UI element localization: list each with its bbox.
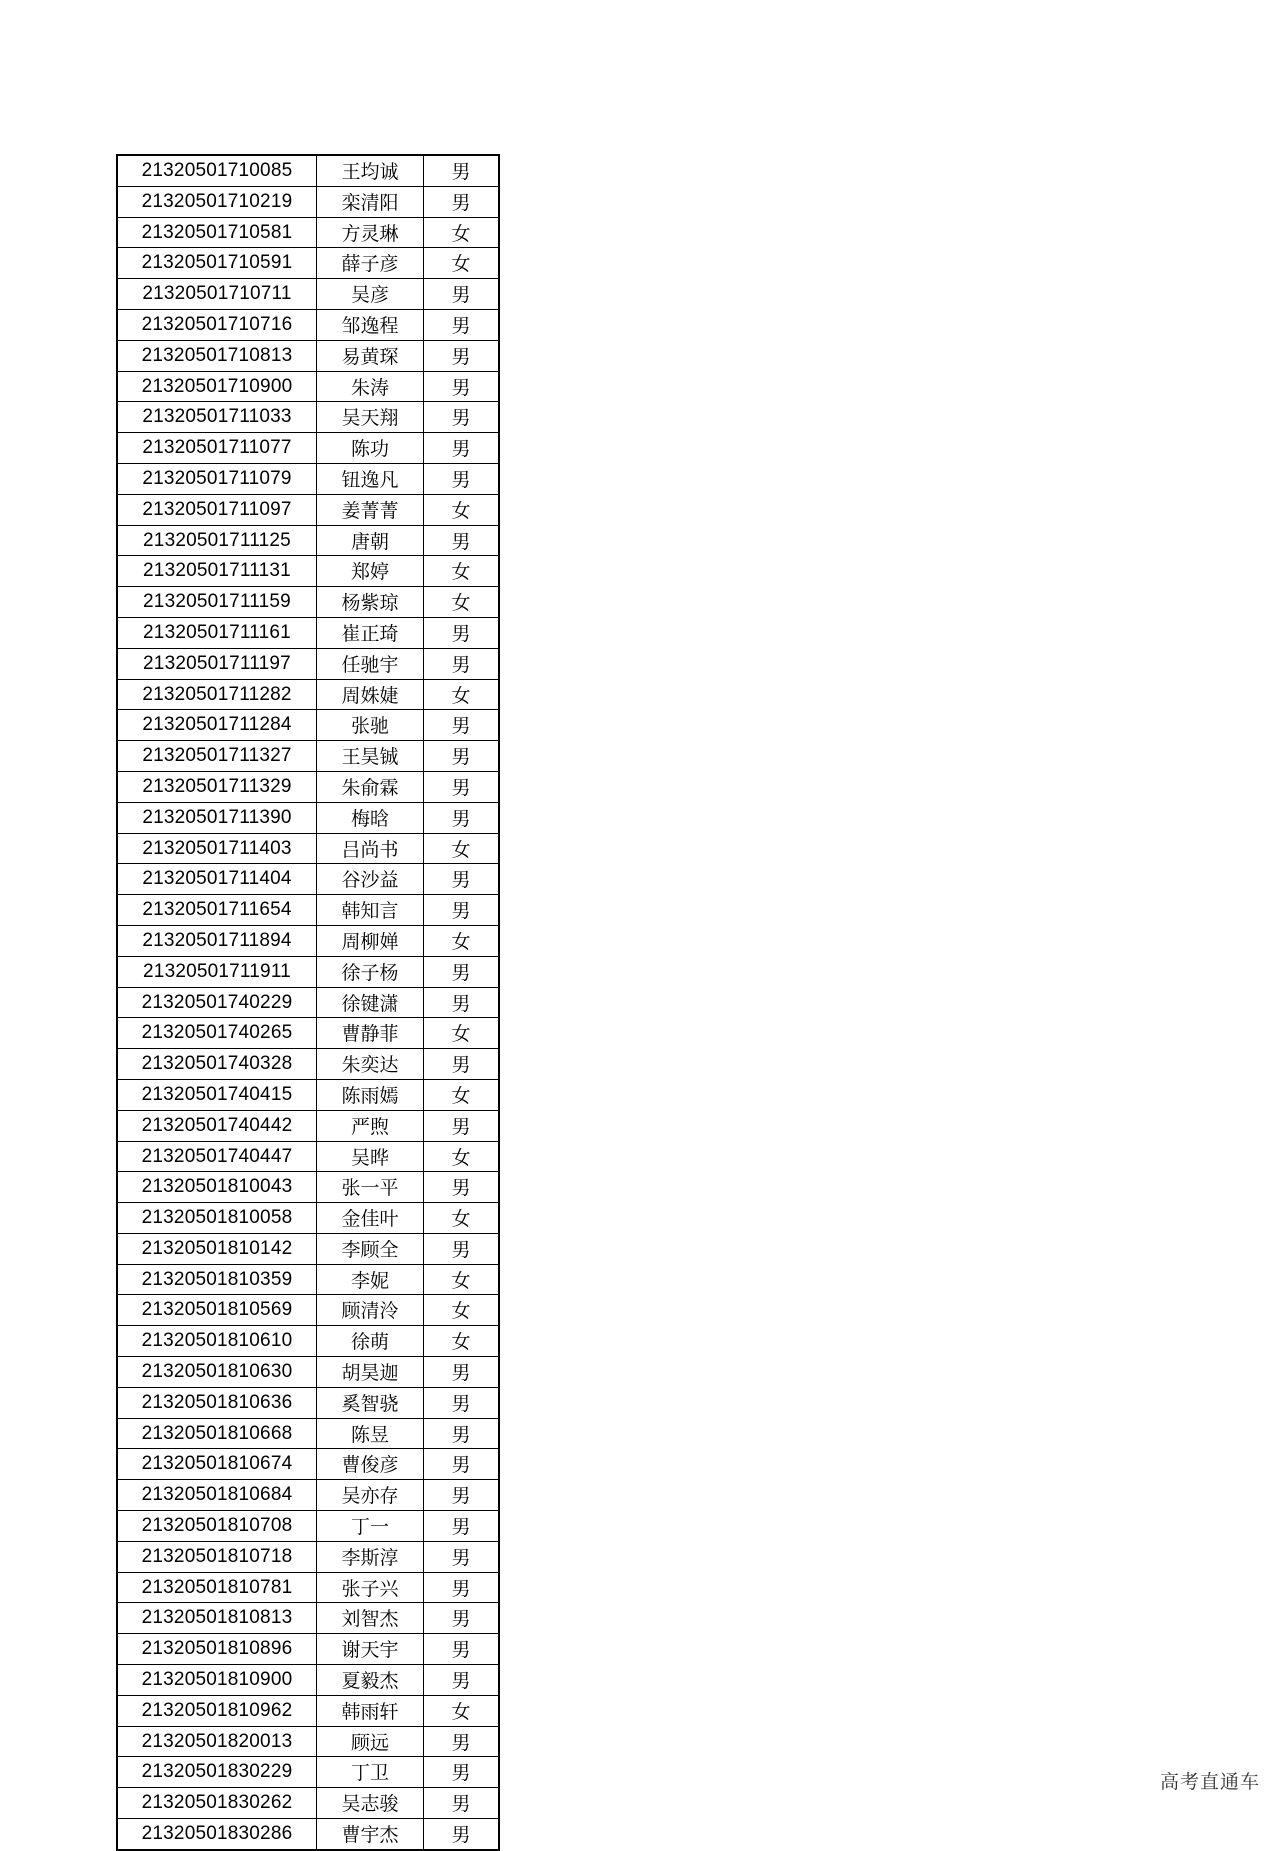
exam-number-cell: 21320501830262 [117, 1788, 317, 1819]
table-row [117, 864, 499, 895]
gender-cell: 女 [424, 833, 500, 864]
student-name-cell: 李顾全 [317, 1233, 424, 1264]
exam-number-cell: 21320501710591 [117, 248, 317, 279]
table-row [117, 802, 499, 833]
watermark-text: 高考直通车 [1159, 1771, 1260, 1793]
exam-number-cell: 21320501711097 [117, 494, 317, 525]
student-name-cell: 朱俞霖 [317, 771, 424, 802]
gender-cell: 男 [424, 1788, 500, 1819]
gender-cell: 男 [424, 309, 500, 340]
gender-cell: 男 [424, 1233, 500, 1264]
roster-body [117, 155, 499, 1850]
table-row [117, 433, 499, 464]
gender-cell: 男 [424, 741, 500, 772]
table-row [117, 371, 499, 402]
gender-cell: 男 [424, 1726, 500, 1757]
gender-cell: 男 [424, 1757, 500, 1788]
student-name-cell: 朱涛 [317, 371, 424, 402]
table-row [117, 1511, 499, 1542]
gender-cell: 女 [424, 1079, 500, 1110]
gender-cell: 男 [424, 1819, 500, 1850]
gender-cell: 女 [424, 925, 500, 956]
exam-number-cell: 21320501740442 [117, 1110, 317, 1141]
table-row [117, 1172, 499, 1203]
student-name-cell: 任驰宇 [317, 648, 424, 679]
table-row [117, 741, 499, 772]
exam-number-cell: 21320501810043 [117, 1172, 317, 1203]
student-name-cell: 吴彦 [317, 279, 424, 310]
gender-cell: 男 [424, 1665, 500, 1696]
gender-cell: 女 [424, 679, 500, 710]
student-name-cell: 刘智杰 [317, 1603, 424, 1634]
gender-cell: 男 [424, 771, 500, 802]
student-name-cell: 顾远 [317, 1726, 424, 1757]
gender-cell: 男 [424, 340, 500, 371]
student-name-cell: 李妮 [317, 1264, 424, 1295]
gender-cell: 女 [424, 217, 500, 248]
exam-number-cell: 21320501711327 [117, 741, 317, 772]
gender-cell: 男 [424, 802, 500, 833]
exam-number-cell: 21320501810674 [117, 1449, 317, 1480]
exam-number-cell: 21320501711159 [117, 587, 317, 618]
table-row [117, 1264, 499, 1295]
exam-number-cell: 21320501830229 [117, 1757, 317, 1788]
student-name-cell: 周柳婵 [317, 925, 424, 956]
gender-cell: 女 [424, 1203, 500, 1234]
exam-number-cell: 21320501810636 [117, 1387, 317, 1418]
exam-number-cell: 21320501810142 [117, 1233, 317, 1264]
gender-cell: 男 [424, 617, 500, 648]
gender-cell: 男 [424, 1480, 500, 1511]
table-row [117, 1233, 499, 1264]
exam-number-cell: 21320501810781 [117, 1572, 317, 1603]
table-row [117, 1418, 499, 1449]
table-row [117, 155, 499, 186]
gender-cell: 男 [424, 648, 500, 679]
student-name-cell: 严煦 [317, 1110, 424, 1141]
student-name-cell: 胡昊迦 [317, 1357, 424, 1388]
student-name-cell: 杨紫琼 [317, 587, 424, 618]
gender-cell: 男 [424, 1357, 500, 1388]
table-row [117, 987, 499, 1018]
gender-cell: 男 [424, 186, 500, 217]
student-name-cell: 唐朝 [317, 525, 424, 556]
gender-cell: 男 [424, 463, 500, 494]
table-row [117, 1695, 499, 1726]
gender-cell: 女 [424, 587, 500, 618]
table-row [117, 1079, 499, 1110]
table-row [117, 1326, 499, 1357]
gender-cell: 男 [424, 1449, 500, 1480]
student-name-cell: 金佳叶 [317, 1203, 424, 1234]
student-name-cell: 张一平 [317, 1172, 424, 1203]
exam-number-cell: 21320501740265 [117, 1018, 317, 1049]
table-row [117, 956, 499, 987]
exam-number-cell: 21320501710581 [117, 217, 317, 248]
exam-number-cell: 21320501740447 [117, 1141, 317, 1172]
exam-number-cell: 21320501810813 [117, 1603, 317, 1634]
student-name-cell: 李斯淳 [317, 1541, 424, 1572]
student-name-cell: 谷沙益 [317, 864, 424, 895]
student-name-cell: 方灵琳 [317, 217, 424, 248]
student-name-cell: 奚智骁 [317, 1387, 424, 1418]
student-name-cell: 王均诚 [317, 155, 424, 186]
gender-cell: 男 [424, 1172, 500, 1203]
exam-number-cell: 21320501711282 [117, 679, 317, 710]
gender-cell: 男 [424, 402, 500, 433]
gender-cell: 女 [424, 1295, 500, 1326]
exam-number-cell: 21320501711033 [117, 402, 317, 433]
table-row [117, 1049, 499, 1080]
exam-number-cell: 21320501711077 [117, 433, 317, 464]
exam-number-cell: 21320501711404 [117, 864, 317, 895]
table-row [117, 1665, 499, 1696]
student-name-cell: 夏毅杰 [317, 1665, 424, 1696]
gender-cell: 男 [424, 1634, 500, 1665]
exam-number-cell: 21320501810708 [117, 1511, 317, 1542]
exam-number-cell: 21320501711894 [117, 925, 317, 956]
table-row [117, 217, 499, 248]
table-row [117, 833, 499, 864]
table-row [117, 771, 499, 802]
student-name-cell: 徐子杨 [317, 956, 424, 987]
exam-number-cell: 21320501810684 [117, 1480, 317, 1511]
exam-number-cell: 21320501711390 [117, 802, 317, 833]
gender-cell: 女 [424, 494, 500, 525]
table-row [117, 463, 499, 494]
student-name-cell: 谢天宇 [317, 1634, 424, 1665]
gender-cell: 女 [424, 1326, 500, 1357]
student-name-cell: 陈昱 [317, 1418, 424, 1449]
exam-number-cell: 21320501740229 [117, 987, 317, 1018]
exam-number-cell: 21320501711329 [117, 771, 317, 802]
table-row [117, 248, 499, 279]
exam-number-cell: 21320501711197 [117, 648, 317, 679]
exam-number-cell: 21320501810962 [117, 1695, 317, 1726]
student-name-cell: 邹逸程 [317, 309, 424, 340]
exam-number-cell: 21320501710813 [117, 340, 317, 371]
table-row [117, 309, 499, 340]
table-row [117, 1634, 499, 1665]
table-row [117, 1757, 499, 1788]
exam-number-cell: 21320501711403 [117, 833, 317, 864]
gender-cell: 男 [424, 433, 500, 464]
exam-number-cell: 21320501810630 [117, 1357, 317, 1388]
table-row [117, 1541, 499, 1572]
exam-number-cell: 21320501711654 [117, 895, 317, 926]
table-row [117, 525, 499, 556]
student-name-cell: 吴志骏 [317, 1788, 424, 1819]
table-row [117, 1788, 499, 1819]
student-name-cell: 周姝婕 [317, 679, 424, 710]
student-name-cell: 吴亦存 [317, 1480, 424, 1511]
student-name-cell: 陈功 [317, 433, 424, 464]
table-row [117, 679, 499, 710]
exam-number-cell: 21320501711079 [117, 463, 317, 494]
table-row [117, 1357, 499, 1388]
student-name-cell: 曹宇杰 [317, 1819, 424, 1850]
exam-number-cell: 21320501810359 [117, 1264, 317, 1295]
table-row [117, 925, 499, 956]
exam-number-cell: 21320501710085 [117, 155, 317, 186]
student-name-cell: 崔正琦 [317, 617, 424, 648]
exam-number-cell: 21320501830286 [117, 1819, 317, 1850]
gender-cell: 男 [424, 1110, 500, 1141]
student-name-cell: 朱奕达 [317, 1049, 424, 1080]
exam-number-cell: 21320501711161 [117, 617, 317, 648]
student-name-cell: 吕尚书 [317, 833, 424, 864]
exam-number-cell: 21320501711284 [117, 710, 317, 741]
exam-number-cell: 21320501711125 [117, 525, 317, 556]
table-row [117, 1819, 499, 1850]
gender-cell: 男 [424, 1541, 500, 1572]
student-name-cell: 韩雨轩 [317, 1695, 424, 1726]
exam-number-cell: 21320501740328 [117, 1049, 317, 1080]
exam-number-cell: 21320501810718 [117, 1541, 317, 1572]
exam-number-cell: 21320501710219 [117, 186, 317, 217]
student-name-cell: 丁卫 [317, 1757, 424, 1788]
table-row [117, 494, 499, 525]
table-row [117, 1480, 499, 1511]
exam-number-cell: 21320501810610 [117, 1326, 317, 1357]
exam-number-cell: 21320501740415 [117, 1079, 317, 1110]
table-row [117, 587, 499, 618]
table-row [117, 1726, 499, 1757]
student-name-cell: 曹静菲 [317, 1018, 424, 1049]
exam-number-cell: 21320501820013 [117, 1726, 317, 1757]
table-row [117, 1449, 499, 1480]
gender-cell: 男 [424, 956, 500, 987]
gender-cell: 男 [424, 1387, 500, 1418]
student-name-cell: 曹俊彦 [317, 1449, 424, 1480]
exam-number-cell: 21320501810569 [117, 1295, 317, 1326]
student-name-cell: 张子兴 [317, 1572, 424, 1603]
table-row [117, 1018, 499, 1049]
student-name-cell: 易黄琛 [317, 340, 424, 371]
gender-cell: 男 [424, 864, 500, 895]
student-name-cell: 吴天翔 [317, 402, 424, 433]
gender-cell: 女 [424, 1695, 500, 1726]
gender-cell: 女 [424, 1264, 500, 1295]
student-name-cell: 陈雨嫣 [317, 1079, 424, 1110]
exam-number-cell: 21320501711131 [117, 556, 317, 587]
gender-cell: 男 [424, 279, 500, 310]
student-name-cell: 顾清泠 [317, 1295, 424, 1326]
exam-number-cell: 21320501711911 [117, 956, 317, 987]
student-name-cell: 张驰 [317, 710, 424, 741]
table-row [117, 1387, 499, 1418]
exam-number-cell: 21320501710900 [117, 371, 317, 402]
exam-number-cell: 21320501710716 [117, 309, 317, 340]
table-row [117, 1603, 499, 1634]
student-name-cell: 韩知言 [317, 895, 424, 926]
table-row [117, 1141, 499, 1172]
table-row [117, 1110, 499, 1141]
gender-cell: 男 [424, 1418, 500, 1449]
student-name-cell: 薛子彦 [317, 248, 424, 279]
student-name-cell: 姜菁菁 [317, 494, 424, 525]
student-name-cell: 栾清阳 [317, 186, 424, 217]
exam-number-cell: 21320501710711 [117, 279, 317, 310]
gender-cell: 男 [424, 987, 500, 1018]
gender-cell: 男 [424, 1511, 500, 1542]
gender-cell: 女 [424, 1141, 500, 1172]
student-name-cell: 徐萌 [317, 1326, 424, 1357]
gender-cell: 男 [424, 1603, 500, 1634]
table-row [117, 186, 499, 217]
table-row [117, 556, 499, 587]
gender-cell: 男 [424, 525, 500, 556]
gender-cell: 男 [424, 1049, 500, 1080]
table-row [117, 895, 499, 926]
exam-number-cell: 21320501810668 [117, 1418, 317, 1449]
student-name-cell: 郑婷 [317, 556, 424, 587]
exam-number-cell: 21320501810058 [117, 1203, 317, 1234]
exam-number-cell: 21320501810900 [117, 1665, 317, 1696]
table-row [117, 402, 499, 433]
table-row [117, 1295, 499, 1326]
gender-cell: 女 [424, 248, 500, 279]
table-row [117, 340, 499, 371]
student-name-cell: 梅晗 [317, 802, 424, 833]
student-name-cell: 钮逸凡 [317, 463, 424, 494]
gender-cell: 女 [424, 1018, 500, 1049]
table-row [117, 617, 499, 648]
gender-cell: 男 [424, 1572, 500, 1603]
table-row [117, 710, 499, 741]
student-roster-table [116, 154, 500, 1851]
student-name-cell: 王昊铖 [317, 741, 424, 772]
table-row [117, 279, 499, 310]
gender-cell: 男 [424, 895, 500, 926]
gender-cell: 男 [424, 155, 500, 186]
exam-number-cell: 21320501810896 [117, 1634, 317, 1665]
student-name-cell: 丁一 [317, 1511, 424, 1542]
table-row [117, 1203, 499, 1234]
gender-cell: 男 [424, 710, 500, 741]
table-row [117, 648, 499, 679]
student-name-cell: 吴晔 [317, 1141, 424, 1172]
student-name-cell: 徐键潇 [317, 987, 424, 1018]
table-row [117, 1572, 499, 1603]
gender-cell: 男 [424, 371, 500, 402]
gender-cell: 女 [424, 556, 500, 587]
